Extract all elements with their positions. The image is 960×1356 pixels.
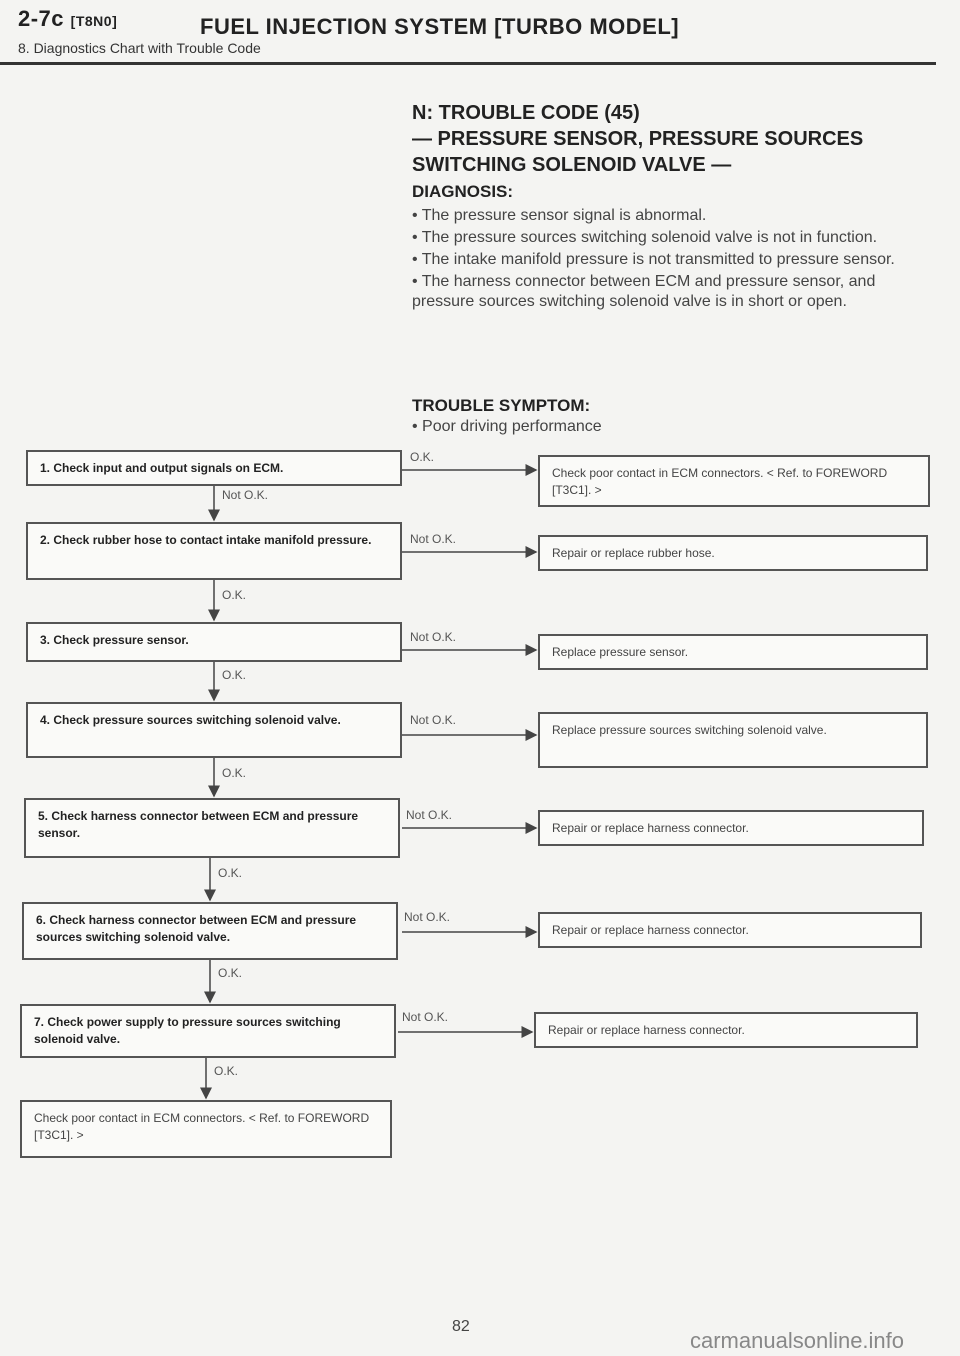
branch-label: Not O.K. bbox=[410, 532, 457, 546]
watermark: carmanualsonline.info bbox=[690, 1328, 905, 1353]
check-step-7: 7. Check power supply to pressure sources switching solenoid valve. bbox=[20, 1004, 396, 1058]
check-step-6: 6. Check harness connector between ECM and pressure sources switching solenoid valve. bbox=[22, 902, 398, 960]
action-step-2: Repair or replace rubber hose. bbox=[538, 535, 928, 571]
branch-label: Not O.K. bbox=[222, 488, 269, 502]
branch-label: Not O.K. bbox=[404, 910, 451, 924]
diagnosis-item: • The pressure sensor signal is abnormal. bbox=[412, 207, 707, 224]
page-number: 82 bbox=[452, 1318, 470, 1335]
action-step-6: Repair or replace harness connector. bbox=[538, 912, 922, 948]
action-step-7: Repair or replace harness connector. bbox=[534, 1012, 918, 1048]
branch-label: O.K. bbox=[218, 866, 243, 880]
page-subtitle: 8. Diagnostics Chart with Trouble Code bbox=[18, 40, 261, 56]
branch-label: O.K. bbox=[410, 450, 435, 464]
diagnosis-item: • The harness connector between ECM and pressure sensor, and pressure sources switching solenoid valve is in short or open. bbox=[412, 273, 876, 310]
check-step-3: 3. Check pressure sensor. bbox=[26, 622, 402, 662]
branch-label: Not O.K. bbox=[410, 713, 457, 727]
diagnosis-label: DIAGNOSIS: bbox=[412, 182, 514, 201]
branch-label: Not O.K. bbox=[406, 808, 453, 822]
branch-label: Not O.K. bbox=[402, 1010, 449, 1024]
page-title: FUEL INJECTION SYSTEM [TURBO MODEL] bbox=[200, 14, 680, 39]
branch-label: O.K. bbox=[222, 766, 247, 780]
check-step-2: 2. Check rubber hose to contact intake manifold pressure. bbox=[26, 522, 402, 580]
check-step-1: 1. Check input and output signals on ECM. bbox=[26, 450, 402, 486]
trouble-code-heading: N: TROUBLE CODE (45) — PRESSURE SENSOR, PRESSURE SOURCES SWITCHING SOLENOID VALVE — bbox=[412, 102, 864, 176]
check-step-4: 4. Check pressure sources switching solenoid valve. bbox=[26, 702, 402, 758]
action-step-4: Replace pressure sources switching solenoid valve. bbox=[538, 712, 928, 768]
branch-label: O.K. bbox=[222, 588, 247, 602]
diagnosis-item: • The pressure sources switching solenoid valve is not in function. bbox=[412, 229, 878, 246]
symptom-item: • Poor driving performance bbox=[412, 418, 602, 435]
branch-label: O.K. bbox=[222, 668, 247, 682]
section-code: 2-7c [T8N0] bbox=[18, 6, 118, 31]
final-action: Check poor contact in ECM connectors. < Ref. to FOREWORD [T3C1]. > bbox=[20, 1100, 392, 1158]
section-tag: [T8N0] bbox=[70, 13, 118, 29]
branch-label: Not O.K. bbox=[410, 630, 457, 644]
branch-label: O.K. bbox=[218, 966, 243, 980]
check-step-5: 5. Check harness connector between ECM and pressure sensor. bbox=[24, 798, 400, 858]
symptom-label: TROUBLE SYMPTOM: bbox=[412, 396, 591, 415]
action-step-1: Check poor contact in ECM connectors. < Ref. to FOREWORD [T3C1]. > bbox=[538, 455, 930, 507]
action-step-5: Repair or replace harness connector. bbox=[538, 810, 924, 846]
action-step-3: Replace pressure sensor. bbox=[538, 634, 928, 670]
diagnosis-item: • The intake manifold pressure is not transmitted to pressure sensor. bbox=[412, 251, 895, 268]
branch-label: O.K. bbox=[214, 1064, 239, 1078]
